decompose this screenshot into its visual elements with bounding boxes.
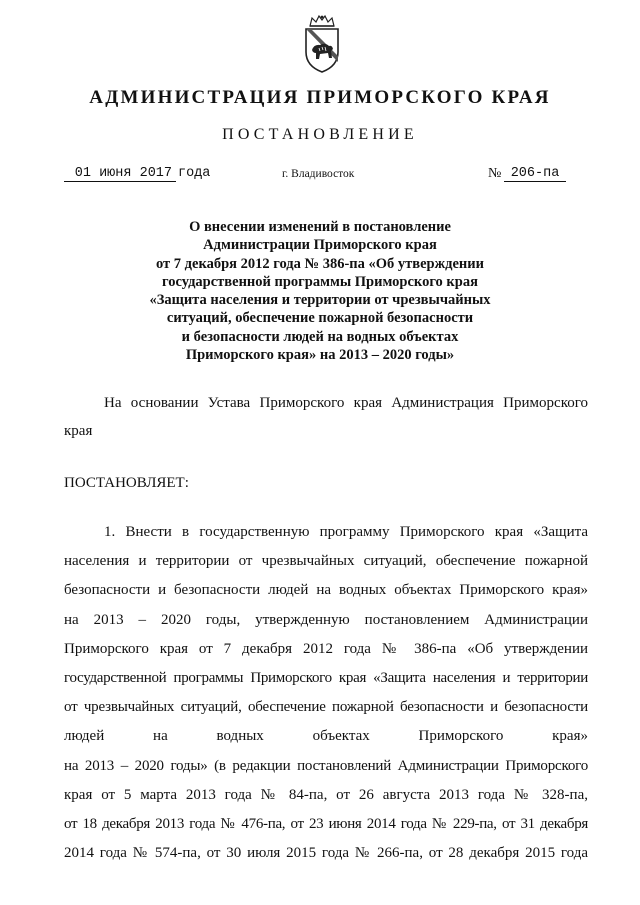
subject-line: ситуаций, обеспечение пожарной безопасности — [166, 310, 474, 327]
subject-line: «Защита населения и территории от чрезвычайных — [149, 292, 491, 309]
subject-line: и безопасности людей на водных объектах — [181, 328, 459, 345]
subject-line: Администрации Приморского края — [203, 237, 437, 254]
coat-of-arms-icon — [298, 14, 346, 74]
document-subject — [0, 218, 640, 364]
item-1-line: на 2013 – 2020 годы» (в редакции постановлений Администрации Приморского — [64, 757, 588, 774]
item-1-line: безопасности и безопасности людей на водных объектах Приморского края» — [64, 582, 588, 599]
item-1-line: от чрезвычайных ситуаций, обеспечение пожарной безопасности и безопасности — [64, 699, 588, 716]
document-type: ПОСТАНОВЛЕНИЕ — [222, 126, 418, 143]
organization-title: АДМИНИСТРАЦИЯ ПРИМОРСКОГО КРАЯ — [89, 87, 551, 108]
item-1-line: края от 5 марта 2013 года № 84-па, от 26 августа 2013 года № 328-па, — [64, 786, 588, 803]
subject-line: от 7 декабря 2012 года № 386-па «Об утверждении — [156, 255, 484, 272]
item-1-line: от 18 декабря 2013 года № 476-па, от 23 июня 2014 года № 229-па, от 31 декабря — [64, 816, 588, 833]
item-1-line: населения и территории от чрезвычайных ситуаций, обеспечение пожарной — [64, 553, 588, 570]
document-meta-line — [64, 166, 576, 188]
basis-line: На основании Устава Приморского края Администрация Приморского — [104, 395, 588, 411]
subject-line: Приморского края» на 2013 – 2020 годы» — [185, 347, 455, 364]
document-city: г. Владивосток — [282, 168, 355, 180]
basis-line: края — [64, 423, 93, 439]
document-date-suffix: года — [178, 166, 211, 181]
basis-paragraph — [64, 389, 588, 445]
item-1-paragraph — [64, 518, 588, 868]
subject-line: государственной программы Приморского края — [162, 273, 478, 290]
document-number: 206-па — [504, 166, 566, 182]
item-1-line: 2014 года № 574-па, от 30 июля 2015 года № 266-па, от 28 декабря 2015 года — [64, 845, 588, 862]
item-1-line: государственной программы Приморского края «Защита населения и территории — [64, 670, 588, 687]
item-1-line: 1. Внести в государственную программу Приморского края «Защита — [104, 524, 588, 540]
item-1-line: на 2013 – 2020 годы, утвержденную постановлением Администрации — [64, 611, 588, 628]
document-number-sign: № — [488, 166, 502, 181]
resolve-heading: ПОСТАНОВЛЯЕТ: — [64, 475, 189, 491]
item-1-line: Приморского края от 7 декабря 2012 года № 386-па «Об утверждении — [64, 640, 588, 657]
document-date: 01 июня 2017 — [64, 166, 176, 182]
subject-line: О внесении изменений в постановление — [189, 219, 451, 235]
item-1-line: людей на водных объектах Приморского края» — [64, 728, 588, 745]
